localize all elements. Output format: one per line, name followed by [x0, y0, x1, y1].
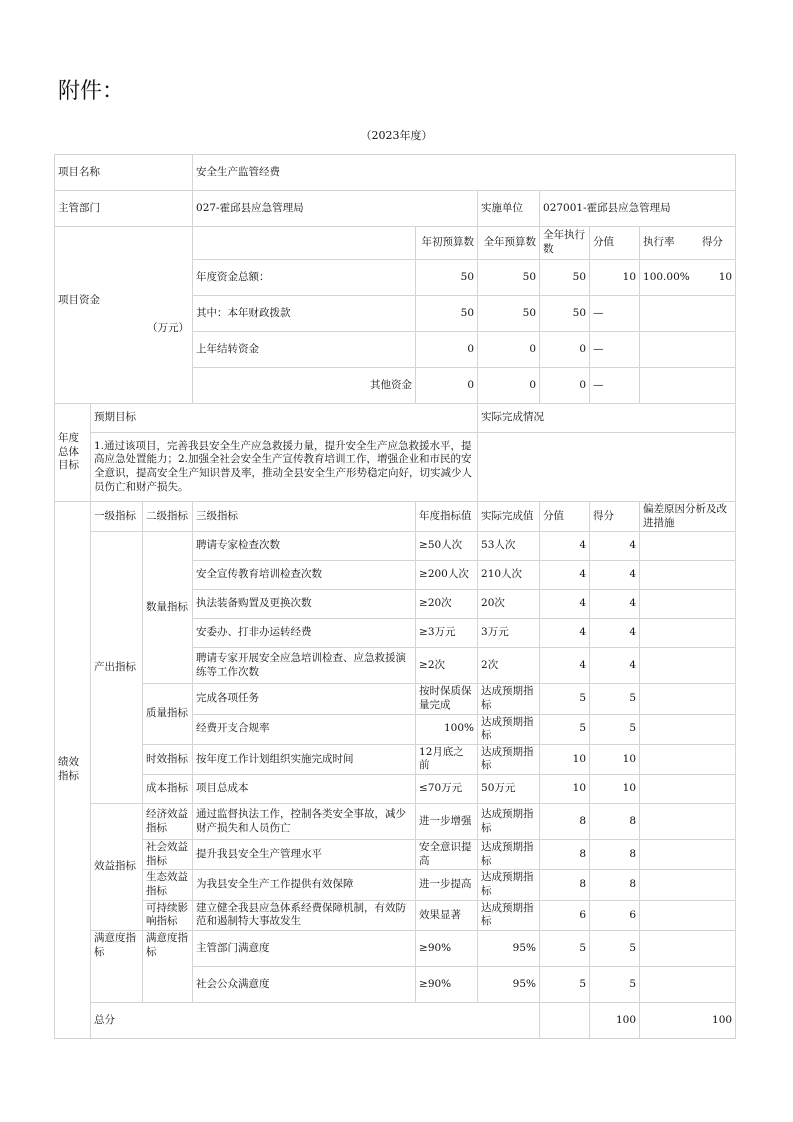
indicator-score: 4 [590, 532, 640, 561]
dept-label: 主管部门 [55, 191, 193, 227]
indicator-actual: 达成预期指标 [478, 900, 540, 930]
indicator-target: 效果显著 [416, 900, 478, 930]
indicator-score: 5 [590, 930, 640, 966]
funds-header-annual: 全年预算数 [478, 227, 540, 260]
perf-header-score: 得分 [590, 502, 640, 532]
project-label: 项目名称 [55, 155, 193, 191]
funds-row-initial: 50 [416, 260, 478, 296]
expected-label: 预期目标 [91, 404, 478, 433]
timeliness-label: 时效指标 [143, 744, 193, 774]
indicator-value: 8 [540, 870, 590, 900]
indicator-name: 项目总成本 [193, 775, 416, 804]
indicator-actual: 95% [478, 966, 540, 1002]
indicator-actual: 达成预期指标 [478, 840, 540, 870]
indicator-score: 5 [590, 966, 640, 1002]
indicator-deviation [640, 684, 736, 714]
funds-row-annual: 50 [478, 296, 540, 332]
sustain-label: 可持续影响指标 [143, 900, 193, 930]
funds-row-annual: 0 [478, 368, 540, 404]
indicator-deviation [640, 775, 736, 804]
indicator-value: 5 [540, 966, 590, 1002]
indicator-score: 4 [590, 561, 640, 590]
indicator-value: 4 [540, 532, 590, 561]
funds-row-rate: 100.00% [643, 270, 690, 283]
impl-value: 027001-霍邱县应急管理局 [540, 191, 736, 227]
indicator-deviation [640, 714, 736, 744]
funds-row-executed: 50 [540, 296, 590, 332]
goals-label: 年度总体目标 [55, 404, 91, 502]
indicator-deviation [640, 561, 736, 590]
funds-row-label: 其中：本年财政拨款 [193, 296, 416, 332]
impl-label: 实施单位 [478, 191, 540, 227]
indicator-value: 5 [540, 714, 590, 744]
funds-header-value: 分值 [590, 227, 640, 260]
funds-row-blank [640, 332, 736, 368]
perf-header-level3: 三级指标 [193, 502, 416, 532]
goals-content-row [55, 433, 736, 502]
indicator-actual: 3万元 [478, 619, 540, 648]
indicator-target: ≥2次 [416, 648, 478, 684]
cost-label: 成本指标 [143, 775, 193, 804]
indicator-name: 建立健全我县应急体系经费保障机制，有效防范和遏制特大事故发生 [193, 900, 416, 930]
funds-row-initial: 50 [416, 296, 478, 332]
goals-header-row [55, 404, 736, 433]
indicator-actual: 210人次 [478, 561, 540, 590]
perf-header-deviation: 偏差原因分析及改进措施 [640, 502, 736, 532]
actual-text [478, 433, 736, 502]
benefit-label: 效益指标 [91, 804, 143, 931]
indicator-target: 安全意识提高 [416, 840, 478, 870]
indicator-deviation [640, 870, 736, 900]
indicator-row [55, 532, 736, 561]
total-score: 100 [640, 1002, 736, 1038]
indicator-target: ≥90% [416, 966, 478, 1002]
funds-header-blank [193, 227, 416, 260]
indicator-target: ≥90% [416, 930, 478, 966]
indicator-name: 聘请专家开展安全应急培训检查、应急救援演练等工作次数 [193, 648, 416, 684]
funds-row-score-value: 10 [590, 260, 640, 296]
indicator-value: 10 [540, 744, 590, 774]
economic-label: 经济效益指标 [143, 804, 193, 840]
perf-header-value: 分值 [540, 502, 590, 532]
funds-row-label: 上年结转资金 [193, 332, 416, 368]
indicator-deviation [640, 648, 736, 684]
perf-header-level1: 一级指标 [91, 502, 143, 532]
indicator-name: 聘请专家检查次数 [193, 532, 416, 561]
indicator-actual: 50万元 [478, 775, 540, 804]
indicator-target: 进一步增强 [416, 804, 478, 840]
funds-row-blank [640, 368, 736, 404]
indicator-row [55, 840, 736, 870]
perf-header-actual: 实际完成值 [478, 502, 540, 532]
indicator-target: 按时保质保量完成 [416, 684, 478, 714]
dept-row [55, 191, 736, 227]
satisfaction-label: 满意度指标 [91, 930, 143, 1002]
funds-row-dash: — [590, 368, 640, 404]
funds-header-rate-score [640, 227, 736, 260]
dept-value: 027-霍邱县应急管理局 [193, 191, 478, 227]
indicator-score: 10 [590, 775, 640, 804]
indicator-score: 4 [590, 590, 640, 619]
indicator-deviation [640, 619, 736, 648]
indicator-row [55, 744, 736, 774]
funds-label-cell [55, 227, 193, 404]
funds-row-dash: — [590, 296, 640, 332]
quantity-label: 数量指标 [143, 532, 193, 684]
output-label: 产出指标 [91, 532, 143, 804]
indicator-actual: 达成预期指标 [478, 744, 540, 774]
indicator-deviation [640, 804, 736, 840]
funds-header-executed: 全年执行数 [540, 227, 590, 260]
project-value: 安全生产监管经费 [193, 155, 736, 191]
indicator-name: 完成各项任务 [193, 684, 416, 714]
indicator-actual: 95% [478, 930, 540, 966]
indicator-row [55, 930, 736, 966]
funds-row-executed: 0 [540, 368, 590, 404]
funds-row-rate-score [640, 260, 736, 296]
indicator-score: 8 [590, 804, 640, 840]
perf-header-target: 年度指标值 [416, 502, 478, 532]
indicator-row [55, 900, 736, 930]
funds-header-score: 得分 [701, 236, 723, 249]
funds-row-dash: — [590, 332, 640, 368]
indicator-score: 10 [590, 744, 640, 774]
indicator-name: 经费开支合规率 [193, 714, 416, 744]
indicator-deviation [640, 532, 736, 561]
performance-header-row [55, 502, 736, 532]
indicator-value: 8 [540, 840, 590, 870]
indicator-actual: 达成预期指标 [478, 804, 540, 840]
indicator-actual: 53人次 [478, 532, 540, 561]
social-label: 社会效益指标 [143, 840, 193, 870]
total-blank [540, 1002, 590, 1038]
total-row [55, 1002, 736, 1038]
funds-row-blank [640, 296, 736, 332]
total-value: 100 [590, 1002, 640, 1038]
funds-row-label: 其他资金 [193, 368, 416, 404]
indicator-score: 6 [590, 900, 640, 930]
funds-header-rate: 执行率 [643, 236, 675, 249]
funds-header-initial: 年初预算数 [416, 227, 478, 260]
indicator-score: 4 [590, 619, 640, 648]
indicator-deviation [640, 966, 736, 1002]
indicator-actual: 达成预期指标 [478, 684, 540, 714]
year-label: （2023年度） [360, 129, 433, 142]
indicator-name: 执法装备购置及更换次数 [193, 590, 416, 619]
indicator-row [55, 775, 736, 804]
indicator-target: ≥20次 [416, 590, 478, 619]
indicator-value: 5 [540, 684, 590, 714]
expected-text: 1.通过该项目，完善我县安全生产应急救援力量，提升安全生产应急救援水平，提高应急处置能力；2.加强全社会安全生产宣传教育培训工作，增强企业和市民的安全意识，提高安全生产知识普及率，推动全县安全生产形势稳定向好，切实减少人员伤亡和财产损失。 [91, 433, 478, 502]
funds-unit: （万元） [147, 322, 190, 334]
indicator-target: ≥3万元 [416, 619, 478, 648]
indicator-value: 4 [540, 561, 590, 590]
indicator-row [55, 804, 736, 840]
indicator-deviation [640, 930, 736, 966]
indicator-deviation [640, 744, 736, 774]
indicator-name: 社会公众满意度 [193, 966, 416, 1002]
indicator-value: 5 [540, 930, 590, 966]
indicator-score: 5 [590, 714, 640, 744]
indicator-target: ≥200人次 [416, 561, 478, 590]
indicator-value: 4 [540, 619, 590, 648]
actual-label: 实际完成情况 [478, 404, 736, 433]
funds-header-row [55, 227, 736, 260]
indicator-deviation [640, 900, 736, 930]
indicator-value: 4 [540, 648, 590, 684]
indicator-score: 8 [590, 840, 640, 870]
indicator-actual: 达成预期指标 [478, 714, 540, 744]
performance-evaluation-table [54, 154, 736, 1039]
indicator-actual: 达成预期指标 [478, 870, 540, 900]
eco-label: 生态效益指标 [143, 870, 193, 900]
indicator-value: 4 [540, 590, 590, 619]
indicator-score: 4 [590, 648, 640, 684]
funds-row-label: 年度资金总额： [193, 260, 416, 296]
perf-header-level2: 二级指标 [143, 502, 193, 532]
quality-label: 质量指标 [143, 684, 193, 745]
indicator-score: 8 [590, 870, 640, 900]
indicator-value: 6 [540, 900, 590, 930]
indicator-row [55, 870, 736, 900]
indicator-row [55, 684, 736, 714]
funds-row-initial: 0 [416, 368, 478, 404]
indicator-name: 安全宣传教育培训检查次数 [193, 561, 416, 590]
indicator-deviation [640, 590, 736, 619]
funds-row-score: 10 [718, 270, 733, 283]
funds-row-annual: 0 [478, 332, 540, 368]
performance-label: 绩效指标 [55, 502, 91, 1039]
indicator-actual: 20次 [478, 590, 540, 619]
indicator-name: 通过监督执法工作，控制各类安全事故，减少财产损失和人员伤亡 [193, 804, 416, 840]
funds-row-executed: 0 [540, 332, 590, 368]
indicator-target: ≤70万元 [416, 775, 478, 804]
indicator-name: 主管部门满意度 [193, 930, 416, 966]
indicator-deviation [640, 840, 736, 870]
project-row [55, 155, 736, 191]
funds-row-executed: 50 [540, 260, 590, 296]
indicator-name: 为我县安全生产工作提供有效保障 [193, 870, 416, 900]
indicator-value: 10 [540, 775, 590, 804]
total-label: 总分 [91, 1002, 540, 1038]
satisfaction-sub-label: 满意度指标 [143, 930, 193, 1002]
indicator-target: 100% [416, 714, 478, 744]
indicator-value: 8 [540, 804, 590, 840]
attachment-heading: 附件： [58, 79, 125, 104]
indicator-name: 提升我县安全生产管理水平 [193, 840, 416, 870]
indicator-name: 按年度工作计划组织实施完成时间 [193, 744, 416, 774]
indicator-score: 5 [590, 684, 640, 714]
funds-row-annual: 50 [478, 260, 540, 296]
indicator-actual: 2次 [478, 648, 540, 684]
funds-label: 项目资金 [58, 294, 100, 307]
funds-row-initial: 0 [416, 332, 478, 368]
indicator-target: ≥50人次 [416, 532, 478, 561]
indicator-target: 进一步提高 [416, 870, 478, 900]
indicator-target: 12月底之前 [416, 744, 478, 774]
indicator-name: 安委办、打非办运转经费 [193, 619, 416, 648]
